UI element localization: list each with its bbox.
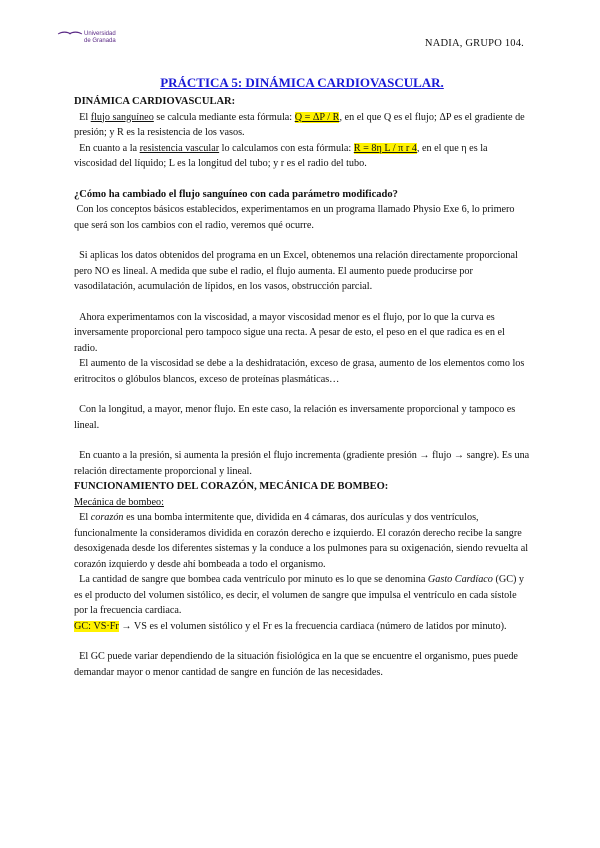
university-logo xyxy=(58,28,116,47)
paragraph-physio: Con los conceptos básicos establecidos, experimentamos en un programa llamado Physio Exe 6, lo primero que será son los cambios con el radio, veremos qué ocurre. xyxy=(74,204,515,231)
page-title: PRÁCTICA 5: DINÁMICA CARDIOVASCULAR. xyxy=(160,75,444,90)
paragraph-presion: En cuanto a la presión, si aumenta la presión el flujo incrementa (gradiente presión → flujo → sangre). Es una relación directamente proporcional y lineal. xyxy=(74,450,530,477)
section-heading-cambio: ¿Cómo ha cambiado el flujo sanguíneo con cada parámetro modificado? xyxy=(74,188,398,200)
formula-flujo: Q = ΔP / R xyxy=(294,111,340,123)
paragraph-gc-variacion: El GC puede variar dependiendo de la situación fisiológica en la que se encuentre el organismo, pues puede demandar mayor o menor cantidad de sangre en función de las necesidades. xyxy=(74,651,518,678)
logo-line-2: de Granada xyxy=(84,37,116,44)
paragraph-longitud: Con la longitud, a mayor, menor flujo. En este caso, la relación es inversamente proporcional y tampoco es lineal. xyxy=(74,404,516,431)
paragraph-radio: Si aplicas los datos obtenidos del programa en un Excel, obtenemos una relación directamente proporcional pero NO es lineal. A medida que sube el radio, el flujo aumenta. El aumento puede producirse por vasodilatación, acumulación de lípidos, en los vasos, obstrucción parcial. xyxy=(74,250,518,292)
formula-resistencia: R = 8η L / π r 4 xyxy=(353,142,417,154)
logo-text xyxy=(84,31,116,45)
paragraph-resistencia: En cuanto a la resistencia vascular lo calculamos con esta fórmula: R = 8η L / π r 4, en el que η es la viscosidad del líquido; L es la longitud del tubo; y r es el radio del tubo. xyxy=(74,142,488,169)
paragraph-gasto: La cantidad de sangre que bombea cada ventrículo por minuto es lo que se denomina Gasto Cardíaco (GC) y es el producto del volumen sistólico, es decir, el volumen de sangre que impulsa el ventrículo en cada sístole por la frecuencia cardiaca. xyxy=(74,574,525,616)
formula-gc: GC: VS·Fr xyxy=(74,620,119,632)
paragraph-gc-formula: GC: VS·Fr → VS es el volumen sistólico y el Fr es la frecuencia cardiaca (número de latidos por minuto). xyxy=(74,620,507,632)
subheading-mecanica: Mecánica de bombeo: xyxy=(74,496,164,508)
author-header: NADIA, GRUPO 104. xyxy=(424,38,524,49)
section-heading-corazon: FUNCIONAMIENTO DEL CORAZÓN, MECÁNICA DE BOMBEO: xyxy=(74,481,389,492)
section-heading-dinamica: DINÁMICA CARDIOVASCULAR: xyxy=(74,96,236,107)
paragraph-flujo: El flujo sanguíneo se calcula mediante esta fórmula: Q = ΔP / R, en el que Q es el flujo; ΔP es el gradiente de presión; y R es la resistencia de los vasos. xyxy=(74,111,525,138)
paragraph-viscosidad-causas: El aumento de la viscosidad se debe a la deshidratación, exceso de grasa, aumento de los elementos como los eritrocitos o glóbulos blancos, exceso de proteínas plasmáticas… xyxy=(74,358,525,385)
paragraph-viscosidad: Ahora experimentamos con la viscosidad, a mayor viscosidad menor es el flujo, por lo que la curva es inversamente proporcional pero tampoco sigue una recta. A pesar de esto, el peso en el que radica es en el radio. xyxy=(74,311,505,354)
logo-mark-icon: ⌒⌒ xyxy=(58,31,81,46)
logo-line-1: Universidad xyxy=(84,30,116,37)
paragraph-corazon: El corazón es una bomba intermitente que, dividida en 4 cámaras, dos aurículas y dos ventrículos, funcionalmente la consideramos dividida en corazón derecho e izquierdo. El corazón derecho recibe la sangre desoxigenada desde los diferentes sistemas y la conduce a los pulmones para su oxigenación, siendo revuelta al corazón izquierdo y desde ahí bombeada a todo el organismo. xyxy=(74,512,529,570)
document-body xyxy=(74,74,530,680)
